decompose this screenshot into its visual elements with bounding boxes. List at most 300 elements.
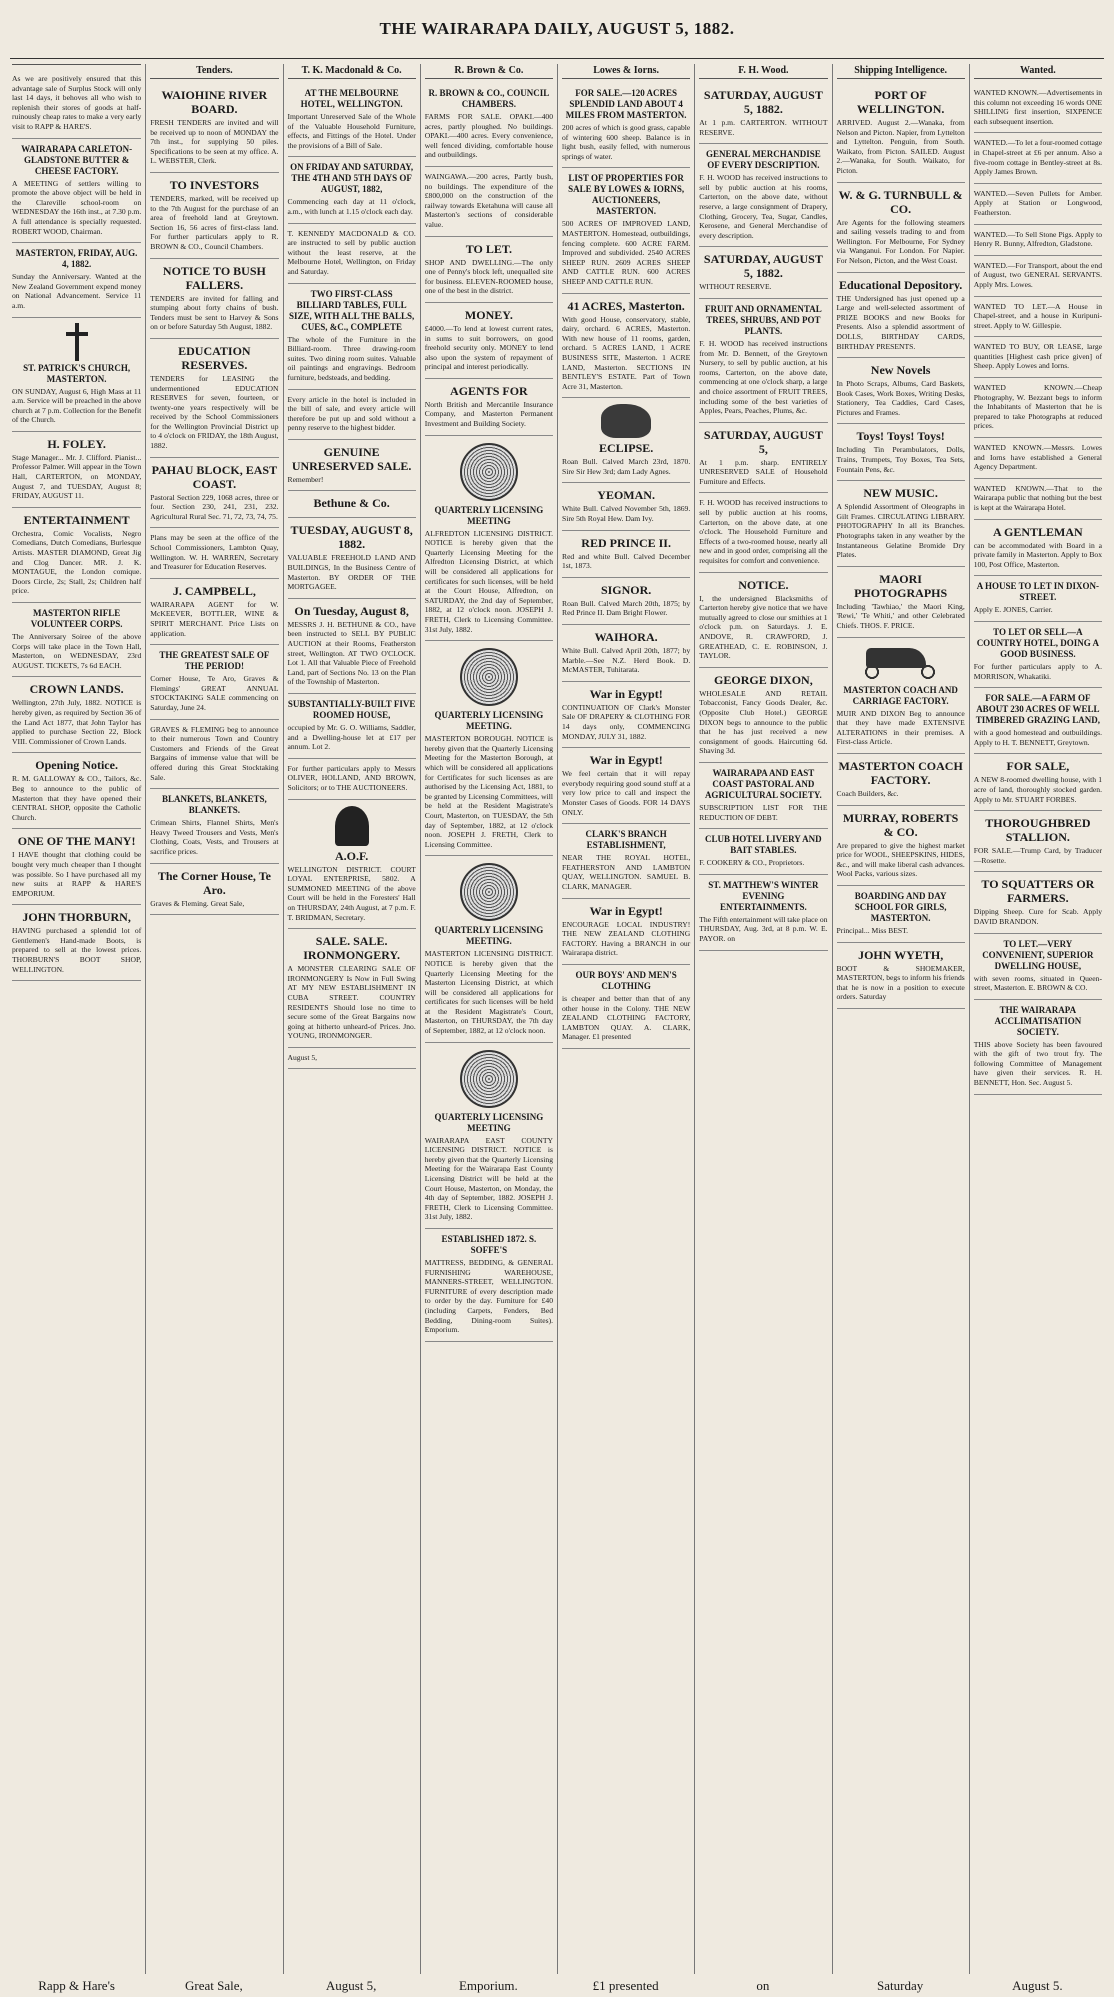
- advertisement: [425, 237, 553, 303]
- advertisement-title: FOR SALE,: [1006, 759, 1070, 774]
- footer-text: Saturday: [877, 1978, 924, 1993]
- advertisement-title: LIST OF PROPERTIES FOR SALE BY LOWES & IORNS, AUCTIONEERS, MASTERTON.: [568, 173, 685, 217]
- advertisement-title: MAORI PHOTOGRAPHS: [854, 571, 948, 600]
- footer-text: Rapp & Hare's: [38, 1978, 115, 1993]
- advertisement-body: with a good homestead and outbuildings. Apply to H. T. BENNETT, Greytown.: [973, 728, 1102, 747]
- advertisement-title: SATURDAY, AUGUST 5, 1882.: [703, 252, 823, 281]
- advertisement-body: Are Agents for the following steamers and sailing vessels trading to and from Wellington. For Melbourne, For Sydney via Wanganui. For London. For Napier. For Nelson, Picton, and the West Coast.: [836, 217, 965, 265]
- advertisement-body: A NEW 8-roomed dwelling house, with 1 acre of land, thoroughly stocked garden. Apply to Mr. STUART FORBES.: [973, 775, 1102, 804]
- advertisement: [562, 899, 690, 965]
- advertisement-title: TO INVESTORS: [169, 177, 259, 192]
- advertisement-body: With good House, conservatory, stable, dairy, orchard. 6 ACRES, Masterton. With new house of 11 rooms, garden, orchard. 5 ACRES LAND, 1 ACRE BUSINESS SITE, Masterton. 1 ACRE LAND, Masterton. SECTIONS IN BENTLEY'S ESTATE. Part of Town Acre 31, Masterton.: [562, 314, 691, 391]
- advertisement: [974, 754, 1102, 811]
- advertisement-title: PORT OF WELLINGTON.: [856, 88, 945, 116]
- seal-illustration: [460, 1050, 518, 1108]
- advertisement-body: WANTED.—To Sell Stone Pigs. Apply to Henry R. Bunny, Alfredton, Gladstone.: [973, 229, 1102, 249]
- advertisement: [562, 965, 690, 1049]
- advertisement-body: MUIR AND DIXON Beg to announce that they have made EXTENSIVE ALTERATIONS in their premises. A First-class Article.: [836, 708, 965, 747]
- advertisement-title: FRUIT AND ORNAMENTAL TREES, SHRUBS, AND POT PLANTS.: [705, 303, 822, 336]
- advertisement-body: Commencing each day at 11 o'clock, a.m., with lunch at 1.15 o'clock each day.: [287, 197, 416, 216]
- advertisement-body: can be accommodated with Board in a private family in Masterton. Apply to Box 100, Post Office, Masterton.: [973, 540, 1102, 569]
- advertisement: [837, 183, 965, 273]
- advertisement-body: Every article in the hotel is included in the bill of sale, and every article will therefore be put up and sold without a penny reserve to the highest bidder.: [287, 394, 416, 433]
- advertisement: [12, 753, 141, 829]
- advertisement: [288, 491, 416, 518]
- advertisement-body: As we are positively ensured that this advantage sale of Surplus Stock will only last 14 days, it behoves all who wish to replenish their stores of goods at half-ruinously cheap rates to make a very early visit to RAPP & HARE'S.: [12, 74, 142, 131]
- advertisement-title: A GENTLEMAN: [993, 524, 1083, 539]
- seal-illustration: [460, 863, 518, 921]
- advertisement-body: WITHOUT RESERVE.: [699, 282, 772, 292]
- advertisement-title: FOR SALE.—A FARM OF ABOUT 230 ACRES OF WELL TIMBERED GRAZING LAND,: [975, 693, 1100, 726]
- advertisement-body: TENDERS, marked, will be received up to the 7th August for the purchase of an area of freehold land at Greytown. Section 16, 56 acres of first-class land. For further particulars apply to R. BROWN & CO., Council Chambers.: [150, 193, 279, 251]
- advertisement: [288, 440, 416, 492]
- advertisement-title: ST. MATTHEW'S WINTER EVENING ENTERTAINMENTS.: [708, 879, 819, 912]
- advertisement: [150, 83, 278, 173]
- advertisement-body: MESSRS J. H. BETHUNE & CO., have been instructed to SELL BY PUBLIC AUCTION at their Rooms, Featherston street, Wellington. AT TWO O'CLOCK. Lot 1. All that Valuable Piece of Freehold Land, part of Sections No. 13 on the Plan of the Township of Masterton.: [287, 619, 416, 687]
- advertisement-title: MASTERTON RIFLE VOLUNTEER CORPS.: [30, 608, 123, 629]
- advertisement: [562, 83, 690, 168]
- advertisement-title: EDUCATION RESERVES.: [178, 343, 251, 372]
- advertisement: [562, 824, 690, 898]
- advertisement-body: with seven rooms, situated in Queen-street, Masterton. E. BROWN & CO.: [973, 973, 1102, 993]
- advertisement-body: For further particulars apply to A. MORRISON, Whakatiki.: [973, 661, 1102, 681]
- advertisement-title: ENTERTAINMENT: [23, 512, 130, 527]
- advertisement-body: 200 acres of which is good grass, capable of wintering 600 sheep. Balance is in light bush, easily felled, with numerous springs of water.: [562, 123, 691, 161]
- column-heading: F. H. Wood.: [699, 64, 827, 79]
- advertisement-body: Crimean Shirts, Flannel Shirts, Men's Heavy Tweed Trousers and Vests, Men's Clothing, Coats, Vests, and Trousers at sacrifice prices.: [150, 818, 279, 856]
- advertisement: [425, 1043, 553, 1229]
- advertisement-body: For further particulars apply to Messrs OLIVER, HOLLAND, AND BROWN, Solicitors; or to THE AUCTIONEERS.: [287, 763, 416, 792]
- advertisement: [974, 297, 1102, 338]
- advertisement-body: Sunday the Anniversary. Wanted at the New Zealand Government expend money on National Advancement. Service 11 a.m.: [12, 272, 142, 310]
- column-heading: T. K. Macdonald & Co.: [288, 64, 416, 79]
- advertisement: [12, 508, 141, 603]
- advertisement: [699, 763, 827, 829]
- advertisement-title: A.O.F.: [335, 848, 369, 863]
- footer-text: on: [756, 1978, 770, 1993]
- advertisement: [974, 872, 1102, 933]
- advertisement: [699, 83, 827, 144]
- advertisement-body: WAINGAWA.—200 acres, Partly bush, no buildings. The expenditure of the £800,000 on the construction of the railway towards Eketahuna will cause all Masterton's sections of considerable value.: [424, 171, 553, 229]
- advertisement: [288, 390, 416, 440]
- advertisement-body: White Bull. Calved April 20th, 1877; by Marble.—See N.Z. Herd Book. D. McMASTER, Tuhitarata.: [562, 646, 691, 675]
- advertisement-body: £4000.—To lend at lowest current rates, in sums to suit borrowers, on good freehold security only. MONEY to lend also upon the system of repayment of principal and interest periodically.: [424, 323, 553, 372]
- advertisement: [150, 864, 278, 916]
- column-grid: [8, 64, 1106, 1974]
- advertisement-title: SALE. SALE. IRONMONGERY.: [303, 934, 401, 963]
- advertisement: [974, 520, 1102, 577]
- advertisement: [837, 567, 965, 638]
- advertisement-body: WANTED KNOWN.—Advertisements in this column not exceeding 16 words ONE SHILLING first insertion, SIXPENCE each subsequent insertion.: [973, 88, 1102, 126]
- advertisement-title: GENERAL MERCHANDISE OF EVERY DESCRIPTION.: [705, 149, 821, 171]
- advertisement-title: ST. PATRICK'S CHURCH, MASTERTON.: [23, 362, 131, 384]
- advertisement-title: NOTICE.: [738, 577, 789, 592]
- advertisement-title: WAIRARAPA AND EAST COAST PASTORAL AND AGRICULTURAL SOCIETY.: [704, 767, 822, 800]
- advertisement-title: MASTERTON, FRIDAY, AUG. 4, 1882.: [15, 248, 138, 270]
- advertisement: [288, 284, 416, 390]
- advertisement-body: occupied by Mr. G. O. Williams, Saddler, and a Dwelling-house let at £17 per annum. Lot 2.: [287, 723, 416, 752]
- advertisement-body: GRAVES & FLEMING beg to announce to their numerous Town and Country Customers and Friends of the Great Bargains of immense value that will be offered during this Great Stocktaking Sale.: [150, 724, 279, 782]
- advertisement-body: 500 ACRES OF IMPROVED LAND, MASTERTON. Homestead, outbuildings, fencing complete. 600 ACRE FARM. Improved and subdivided. 2540 ACRES SHEEP RUN. 2609 ACRES SHEEP AND CATTLE RUN. 600 ACRES SHEEP AND CATTLE RUN.: [562, 219, 691, 286]
- advertisement: [974, 256, 1102, 297]
- advertisement-title: NOTICE TO BUSH FALLERS.: [162, 263, 266, 292]
- advertisement: [425, 83, 553, 167]
- advertisement-body: R. M. GALLOWAY & CO., Tailors, &c. Beg to announce to the public of Masterton that they have opened their CENTRAL SHOP, opposite the Catholic Church.: [12, 774, 142, 822]
- advertisement: [699, 423, 827, 494]
- advertisement-body: Pastoral Section 229, 1068 acres, three or four. Section 230, 241, 231, 232. Agricultural Rural Sec. 71, 72, 73, 74, 75.: [150, 492, 279, 521]
- advertisement-body: FARMS FOR SALE. OPAKI.—400 acres, partly ploughed. No buildings. OPAKI.—400 acres. Every convenience, well fenced dividing, comfortable house and outbuildings.: [424, 112, 553, 160]
- advertisement: [150, 645, 278, 719]
- advertisement-title: War in Egypt!: [589, 753, 663, 768]
- advertisement-title: AT THE MELBOURNE HOTEL, WELLINGTON.: [300, 88, 403, 109]
- advertisement-title: YEOMAN.: [597, 488, 655, 503]
- advertisement: [150, 789, 278, 863]
- advertisement: [837, 754, 965, 806]
- advertisement-body: In Photo Scraps, Albums, Card Baskets, Book Cases, Work Boxes, Writing Desks, Stationery, Tea Caddies, Card Cases, Pictures and Frames.: [836, 379, 965, 417]
- advertisement-body: F. H. WOOD has received instructions from Mr. D. Bennett, of the Greytown Nursery, to sell by public auction, at his rooms, Carterton, on the above date, commencing at one o'clock sharp, a large and choice assortment of FRUIT TREES, including some of the best varieties of Apples, Pears, Peaches, Plums, &c.: [699, 338, 828, 416]
- advertisement: [974, 378, 1102, 438]
- advertisement: [837, 273, 965, 359]
- advertisement: [425, 303, 553, 379]
- advertisement-body: F. H. WOOD has received instructions to sell by public auction at his rooms, Carterton, on the above date, without reserve, a large consignment of Drapery, Clothing, Grocery, Tea, Sugar, Candles, Kerosene, and General Merchandise of every description.: [699, 173, 828, 240]
- advertisement-body: FOR SALE.—Trump Card, by Traducer—Rosette.: [973, 846, 1102, 865]
- advertisement-title: QUARTERLY LICENSING MEETING: [434, 504, 544, 526]
- advertisement: [837, 83, 965, 183]
- advertisement-body: The Anniversary Soiree of the above Corps will take place in the Town Hall, Masterton, on WEDNESDAY, 23rd AUGUST. TICKETS, 7s 6d EACH.: [12, 632, 142, 670]
- advertisement: [837, 886, 965, 943]
- advertisement-title: TWO FIRST-CLASS BILLIARD TABLES, FULL SIZE, WITH ALL THE BALLS, CUES, &C., COMPLETE: [289, 288, 415, 332]
- bell-illustration: [335, 806, 369, 846]
- advertisement-body: Important Unreserved Sale of the Whole of the Valuable Household Furniture, effects, and Fittings of the Hotel. Under the provisions of a Bill of Sale.: [287, 112, 416, 150]
- advertisement-body: WANTED KNOWN.—Cheap Photography, W. Bezzant begs to inform the Inhabitants of Masterton that he is prepared to take Photographs at reduced prices.: [973, 383, 1102, 431]
- advertisement: [425, 856, 553, 1042]
- advertisement: [974, 688, 1102, 754]
- advertisement: [12, 69, 141, 139]
- advertisement-title: QUARTERLY LICENSING MEETING: [434, 1111, 544, 1133]
- column-8: [969, 64, 1106, 1974]
- advertisement-body: THIS above Society has been favoured with the gift of two trout fry. The following Committee of Management have given their services. R. H. BENNETT, Hon. Sec. August 5.: [973, 1039, 1102, 1088]
- advertisement-title: BOARDING AND DAY SCHOOL FOR GIRLS, MASTERTON.: [854, 890, 947, 923]
- advertisement-title: ECLIPSE.: [598, 441, 654, 456]
- advertisement-body: ENCOURAGE LOCAL INDUSTRY! THE NEW ZEALAND CLOTHING FACTORY. Having a BRANCH in our Wairarapa district.: [562, 919, 691, 958]
- footer-text: £1 presented: [592, 1978, 659, 1993]
- column-heading: Lowes & Iorns.: [562, 64, 690, 79]
- advertisement-body: Dipping Sheep. Cure for Scab. Apply DAVID BRANDON.: [973, 907, 1102, 926]
- advertisement-title: A HOUSE TO LET IN DIXON-STREET.: [976, 581, 1100, 603]
- column-2: [145, 64, 282, 1974]
- advertisement: [150, 259, 278, 339]
- advertisement: [699, 573, 827, 668]
- advertisement: [562, 682, 690, 748]
- advertisement: [974, 337, 1102, 378]
- column-6: [694, 64, 831, 1974]
- advertisement-title: MONEY.: [464, 307, 513, 322]
- advertisement: [974, 479, 1102, 520]
- advertisement-title: NEW MUSIC.: [863, 486, 938, 501]
- advertisement: [974, 576, 1102, 622]
- advertisement: [12, 905, 141, 981]
- column-heading: R. Brown & Co.: [425, 64, 553, 79]
- advertisement-title: CLUB HOTEL LIVERY AND BAIT STABLES.: [705, 834, 822, 856]
- advertisement-body: Graves & Fleming. Great Sale,: [150, 898, 245, 908]
- advertisement-title: On Tuesday, August 8,: [294, 603, 409, 618]
- footer-text: August 5.: [1012, 1978, 1063, 1993]
- advertisement-title: OUR BOYS' AND MEN'S CLOTHING: [575, 969, 677, 991]
- advertisement-title: War in Egypt!: [589, 903, 663, 918]
- advertisement: [562, 625, 690, 682]
- column-3: [283, 64, 420, 1974]
- advertisement-body: WANTED TO LET.—A House in Chapel-street, and a house in Kuripuni-street. Apply to W. Gillespie.: [973, 301, 1102, 330]
- advertisement: [974, 622, 1102, 688]
- advertisement-body: A MEETING of settlers willing to promote the above object will be held in the Clareville school-room on WEDNESDAY the 16th inst., at 7.30 p.m. A full attendance is specially requested. ROBERT WOOD, Chairman.: [12, 178, 142, 236]
- footer-text: August 5,: [325, 1978, 377, 1993]
- advertisement: [12, 829, 141, 905]
- advertisement: [699, 829, 827, 875]
- advertisement: [562, 294, 690, 399]
- advertisement-title: R. BROWN & CO., COUNCIL CHAMBERS.: [428, 88, 550, 109]
- advertisement: [699, 668, 827, 763]
- advertisement: [288, 1048, 416, 1070]
- advertisement: [974, 184, 1102, 225]
- advertisement-body: ARRIVED. August 2.—Wanaka, from Nelson and Picton. Napier, from Lyttelton and Lyttelton. Penguin, from South. Waikato, from Picton. SAILED. August 2.—Wanaka, for South. Waikato, for Picton.: [836, 118, 965, 175]
- advertisement-body: Are prepared to give the highest market price for WOOL, SHEEPSKINS, HIDES, &c., and will make liberal cash advances. Wool Packs, various sizes.: [836, 840, 965, 879]
- advertisement-body: Remember!: [287, 474, 324, 484]
- advertisement: [837, 358, 965, 424]
- advertisement-title: WAIHORA.: [594, 630, 658, 645]
- advertisement-body: I HAVE thought that clothing could be bought very much cheaper than I thought was possible. So I have purchased all my new suits at RAPP & HARE'S EMPORIUM.: [12, 850, 142, 898]
- column-heading: Wanted.: [974, 64, 1102, 79]
- advertisement-body: WAIRARAPA EAST COUNTY LICENSING DISTRICT. NOTICE is hereby given that the Quarterly Licensing Meeting for the Wairarapa East County Licensing District will be held at the Court House, Masterton, on Monday, the 4th day of September, 1882. JOSEPH J. FRETH, Clerk to Licensing Committee. 31st July, 1882.: [424, 1135, 553, 1222]
- advertisement-body: Including Tin Perambulators, Dolls, Trains, Trumpets, Toy Boxes, Tea Sets, Fountain Pens, &c.: [836, 445, 965, 474]
- advertisement-body: WANTED.—To let a four-roomed cottage in Chapel-street at £6 per annum. Also a five-room cottage in Bentley-street at 8s. Apply James Brown.: [973, 138, 1102, 177]
- advertisement-title: New Novels: [870, 363, 931, 378]
- seal-illustration: [460, 443, 518, 501]
- advertisement: [425, 167, 553, 237]
- advertisement-body: is cheaper and better than that of any other house in the Colony. THE NEW ZEALAND CLOTHING FACTORY, LAMBTON QUAY. A. CLARK, Manager. £1 presented: [562, 993, 691, 1042]
- advertisement: [974, 438, 1102, 479]
- advertisement: [974, 83, 1102, 133]
- advertisement: [150, 458, 278, 529]
- column-heading: Shipping Intelligence.: [837, 64, 965, 79]
- advertisement-title: THE GREATEST SALE OF THE PERIOD!: [159, 650, 270, 672]
- advertisement-title: SATURDAY, AUGUST 5,: [703, 427, 823, 456]
- advertisement-body: F. H. WOOD has received instructions to sell by public auction at his rooms, Carterton, on the above date, at one o'clock. The Household Furniture and Effects of a two-roomed house, nearly all new and in good order, comprising all the requisites for comfort and convenience.: [699, 498, 828, 566]
- advertisement-body: THE Undersigned has just opened up a Large and well-selected assortment of PRIZE BOOKS and new Books for Presents. Also a splendid assortment of DOLLS, BIRTHDAY CARDS, BIRTHDAY PRESENTS.: [836, 293, 965, 351]
- advertisement-title: W. & G. TURNBULL & CO.: [838, 187, 963, 216]
- advertisement: [974, 133, 1102, 183]
- advertisement-title: J. CAMPBELL,: [172, 583, 256, 598]
- advertisement-body: The Fifth entertainment will take place on THURSDAY, Aug. 3rd, at 8 p.m. W. E. PAYOR. on: [699, 914, 828, 943]
- advertisement-body: ALFREDTON LICENSING DISTRICT. NOTICE is hereby given that the Quarterly Licensing Meeting for the Alfredton Licensing District, at which will be considered all applications for certificates for such licenses, will be held at the Court House, Alfredton, on SATURDAY, the 2nd day of September, 1882, at 12 o'clock noon. JOSEPH J. FRETH, Clerk to Licensing Committee. 31st July, 1882.: [424, 528, 553, 634]
- advertisement: [288, 800, 416, 930]
- advertisement-body: TENDERS are invited for falling and stumping about forty chains of bush. Tenders must be sent to Harvey & Sons on or before Saturday 5th August, 1882.: [150, 293, 279, 332]
- advertisement-body: A Splendid Assortment of Oleographs in Gilt Frames. CIRCULATING LIBRARY. PHOTOGRAPHY In all its Branches. Photographs taken in any weather by the Instantaneous Gelatine Bromide Dry Plates.: [836, 502, 965, 560]
- column-heading: [12, 64, 141, 65]
- advertisement-title: AGENTS FOR: [450, 383, 528, 398]
- advertisement: [425, 641, 553, 856]
- advertisement: [699, 247, 827, 299]
- advertisement: [562, 483, 690, 530]
- cross-illustration: [66, 323, 88, 361]
- advertisement-body: The whole of the Furniture in the Billiard-room. Three drawing-room suites. Two dining room suites. Valuable oil paintings and engravings. Bedroom furniture, bedsteads, and bedding.: [287, 334, 416, 382]
- advertisement-body: WANTED KNOWN.—Messrs. Lowes and Iorns have established a General Agency Department.: [973, 443, 1102, 472]
- advertisement-body: White Bull. Calved November 5th, 1869. Sire 5th Royal Hew. Dam Ivy.: [562, 504, 691, 524]
- advertisement-body: Orchestra, Comic Vocalists, Negro Comedians, Dutch Comedians, Burlesque Artists. MASTER DIAMOND, Great Jig and Clog Dancer. MR. J. K. MONTAGUE, the London comique. Doors Circle, 2s; Stall, 2s; Children half price.: [12, 528, 142, 596]
- advertisement-body: WANTED TO BUY, OR LEASE, large quantities [Highest cash price given] of Sheep. Apply Lowes and Iorns.: [973, 342, 1102, 371]
- column-1: [8, 64, 145, 1974]
- advertisement-title: THE WAIRARAPA ACCLIMATISATION SOCIETY.: [994, 1004, 1082, 1037]
- advertisement-body: Coach Builders, &c.: [836, 788, 899, 798]
- advertisement: [150, 173, 278, 259]
- advertisement-title: ESTABLISHED 1872. S. SOFFE'S: [441, 1234, 537, 1255]
- advertisement-title: GENUINE UNRESERVED SALE.: [291, 444, 412, 473]
- advertisement-title: ON FRIDAY AND SATURDAY, THE 4TH AND 5TH DAYS OF AUGUST, 1882,: [290, 162, 414, 195]
- advertisement-body: I, the undersigned Blacksmiths of Carterton hereby give notice that we have mutually agreed to close our smithies at 1 o'clock p.m. on Saturdays. J. E. ANDOVE, R. CRAWFORD, J. GREATHEAD, C. E. ROBINSON, J. TAYLOR.: [699, 593, 828, 661]
- advertisement-body: HAVING purchased a splendid lot of Gentlemen's Hand-made Boots, is prepared to sell at the lowest prices. THORBURN'S BOOT SHOP, WELLINGTON.: [12, 926, 142, 974]
- advertisement: [12, 432, 141, 508]
- advertisement-body: WANTED KNOWN.—That to the Wairarapa public that nothing but the best is kept at the Wairarapa Hotel.: [973, 483, 1102, 512]
- advertisement: [288, 83, 416, 157]
- advertisement-body: MASTERTON BOROUGH. NOTICE is hereby given that the Quarterly Licensing Meeting for the Masterton Borough, at which will be considered all applications for Certificates for such licenses as are authorised by the Licensing Act, 1881, to be granted by Licensing Committees, will be held at the Resident Magistrate's Court, Masterton, on TUESDAY, the 5th day of September, 1882, at 12 o'clock noon. JOSEPH J. FRETH, Clerk to Licensing Committee.: [424, 734, 553, 849]
- advertisement-title: Toys! Toys! Toys!: [856, 429, 945, 444]
- advertisement-body: At 1 p.m. CARTERTON. WITHOUT RESERVE.: [699, 118, 828, 137]
- column-heading: Tenders.: [150, 64, 278, 79]
- advertisement-title: GEORGE DIXON,: [714, 672, 813, 687]
- advertisement: [837, 638, 965, 754]
- advertisement-title: CROWN LANDS.: [29, 682, 124, 697]
- advertisement-title: TO LET.—VERY CONVENIENT, SUPERIOR DWELLING HOUSE,: [982, 938, 1094, 971]
- advertisement: [837, 806, 965, 886]
- advertisement-body: WANTED.—For Transport, about the end of August, two GENERAL SERVANTS. Apply Mrs. Lowes.: [973, 260, 1102, 289]
- advertisement-title: RED PRINCE II.: [581, 535, 671, 550]
- advertisement-body: Roan Bull. Calved March 23rd, 1870. Sire Sir Hew 3rd; dam Lady Agnes.: [562, 457, 691, 476]
- advertisement-title: TUESDAY, AUGUST 8, 1882.: [290, 523, 413, 552]
- carriage-illustration: [856, 644, 946, 682]
- advertisement: [288, 157, 416, 223]
- advertisement-title: QUARTERLY LICENSING MEETING.: [434, 925, 544, 947]
- advertisement-title: PAHAU BLOCK, EAST COAST.: [151, 462, 278, 491]
- advertisement: [974, 934, 1102, 1000]
- advertisement: [837, 943, 965, 1009]
- advertisement: [699, 299, 827, 423]
- footer-row: [8, 1976, 1106, 1996]
- advertisement-body: August 5,: [287, 1052, 318, 1062]
- advertisement-title: Bethune & Co.: [313, 496, 390, 511]
- seal-illustration: [460, 648, 518, 706]
- footer-text: Great Sale,: [184, 1978, 243, 1993]
- advertisement: [12, 603, 141, 677]
- advertisement-title: H. FOLEY.: [47, 436, 106, 451]
- advertisement: [288, 224, 416, 284]
- ox-illustration: [601, 404, 651, 438]
- advertisement-title: WAIOHINE RIVER BOARD.: [161, 88, 268, 116]
- advertisement: [562, 398, 690, 483]
- advertisement: [699, 875, 827, 951]
- advertisement-body: Principal... Miss BEST.: [836, 925, 909, 935]
- advertisement-title: FOR SALE.—120 ACRES SPLENDID LAND ABOUT 4 MILES FROM MASTERTON.: [565, 88, 687, 120]
- advertisement-body: BOOT & SHOEMAKER, MASTERTON, begs to inform his friends that he is now in a position to execute orders. Saturday: [836, 963, 965, 1002]
- advertisement: [288, 694, 416, 759]
- advertisement-body: MATTRESS, BEDDING, & GENERAL FURNISHING WAREHOUSE, MANNERS-STREET, WELLINGTON. FURNITURE of every description made to order by the day. Furniture for £40 (including Carpets, Fenders, Bed Bedding, Dining-room Suites). Emporium.: [424, 1258, 553, 1335]
- advertisement: [974, 811, 1102, 872]
- advertisement-body: A MONSTER CLEARING SALE OF IRONMONGERY Is Now in Full Swing AT MY NEW ESTABLISHMENT IN CUBA STREET. COUNTRY RESIDENTS Should lose no time to secure some of the Great Bargains now going at hitherto unheard-of Prices. Jno. YOUNG, IRONMONGER.: [287, 964, 416, 1041]
- advertisement: [12, 318, 141, 432]
- advertisement: [150, 339, 278, 458]
- advertisement-title: Educational Depository.: [838, 277, 963, 292]
- advertisement: [425, 379, 553, 436]
- advertisement: [288, 518, 416, 598]
- advertisement-title: THOROUGHBRED STALLION.: [985, 816, 1091, 845]
- advertisement-body: We feel certain that it will repay everybody requiring good sound stuff at a very low price to call and inspect the Monster Cases of Goods. FOR 14 DAYS ONLY.: [562, 769, 691, 817]
- advertisement-title: JOHN WYETH,: [858, 947, 944, 962]
- advertisement: [12, 139, 141, 244]
- advertisement-title: SIGNOR.: [600, 582, 652, 597]
- advertisement-title: CLARK'S BRANCH ESTABLISHMENT,: [585, 829, 667, 851]
- column-5: [557, 64, 694, 1974]
- advertisement: [974, 1000, 1102, 1095]
- advertisement: [12, 677, 141, 753]
- advertisement: [288, 759, 416, 800]
- advertisement-body: ON SUNDAY, August 6, High Mass at 11 a.m. Service will be preached in the above church at 7 p.m. Collection for the Benefit of the Church.: [12, 386, 142, 425]
- advertisement-body: MASTERTON LICENSING DISTRICT. NOTICE is hereby given that the Quarterly Licensing Meeting for the Masterton Licensing District, at which will be considered all applications for certificates for such licenses will be held at the Resident Magistrate's Court, Masterton, on THURSDAY, the 7th day of September, 1882, at 12 o'clock noon.: [424, 949, 553, 1036]
- advertisement: [699, 493, 827, 572]
- advertisement-body: Wellington, 27th July, 1882. NOTICE is hereby given, as required by Section 36 of the Land Act 1877, that John Taylor has applied to purchase Section 22, Block VIII. Commissioner of Crown Lands.: [12, 698, 142, 746]
- advertisement-body: T. KENNEDY MACDONALD & CO. are instructed to sell by public auction without the least reserve, at the Melbourne Hotel, Wellington, on Friday and Saturday.: [287, 228, 416, 276]
- advertisement: [562, 748, 690, 824]
- advertisement: [562, 531, 690, 578]
- advertisement-title: MASTERTON COACH FACTORY.: [838, 758, 963, 787]
- column-4: [420, 64, 557, 1974]
- advertisement-body: WANTED.—Seven Pullets for Amber. Apply at Station or Longwood, Featherston.: [973, 188, 1102, 217]
- advertisement-title: TO LET OR SELL—A COUNTRY HOTEL, DOING A GOOD BUSINESS.: [976, 626, 1100, 659]
- advertisement: [425, 1229, 553, 1342]
- advertisement-body: CONTINUATION OF Clark's Monster Sale OF DRAPERY & CLOTHING FOR 14 days only, COMMENCING MONDAY, JULY 31, 1882.: [562, 702, 691, 741]
- advertisement: [562, 578, 690, 625]
- advertisement-body: F. COOKERY & CO., Proprietors.: [699, 858, 805, 868]
- advertisement-body: WHOLESALE AND RETAIL Tobacconist, Fancy Goods Dealer, &c. (Opposite Club Hotel.) GEORGE DIXON begs to announce to the public that he has just received a new consignment of goods. Haircutting 6d. Shaving 3d.: [699, 688, 828, 756]
- advertisement-body: VALUABLE FREEHOLD LAND AND BUILDINGS, In the Business Centre of Masterton. BY ORDER OF THE MORTGAGEE.: [287, 553, 416, 592]
- advertisement-title: QUARTERLY LICENSING MEETING.: [434, 710, 544, 732]
- advertisement-body: NEAR THE ROYAL HOTEL, FEATHERSTON AND LAMBTON QUAY, WELLINGTON. SAMUEL B. CLARK, MANAGER.: [562, 853, 691, 891]
- advertisement: [425, 436, 553, 642]
- advertisement-body: TENDERS for LEASING the undermentioned EDUCATION RESERVES for seven, fourteen, or twenty-one years respectively will be received by the School Commissioners for the Wellington Provincial District up to 4 o'clock on FRIDAY, the 18th August, 1882.: [150, 373, 279, 451]
- advertisement-title: War in Egypt!: [589, 686, 663, 701]
- advertisement-title: SATURDAY, AUGUST 5, 1882.: [703, 88, 823, 116]
- advertisement-title: 41 ACRES, Masterton.: [567, 298, 685, 313]
- advertisement-title: JOHN THORBURN,: [22, 910, 131, 925]
- advertisement-body: At 1 p.m. sharp. ENTIRELY UNRESERVED SALE of Household Furniture and Effects.: [699, 457, 828, 486]
- advertisement: [562, 168, 690, 293]
- advertisement-body: Red and white Bull. Calved December 1st, 1873.: [562, 551, 691, 571]
- advertisement: [150, 579, 278, 645]
- advertisement-body: North British and Mercantile Insurance Company, and Masterton Permanent Investment and Building Society.: [424, 399, 553, 429]
- advertisement-title: TO SQUATTERS OR FARMERS.: [981, 877, 1095, 906]
- advertisement-title: MASTERTON COACH AND CARRIAGE FACTORY.: [843, 684, 958, 706]
- advertisement-body: SHOP AND DWELLING.—The only one of Penny's block left, unequalled site for business. ELEVEN-ROOMED house, one of the best in the district.: [424, 257, 553, 296]
- advertisement-body: Corner House, Te Aro, Graves & Flemings' GREAT ANNUAL STOCKTAKING SALE commencing on Saturday, June 24.: [150, 674, 279, 712]
- masthead-rule: [10, 58, 1104, 59]
- masthead: THE WAIRARAPA DAILY, AUGUST 5, 1882.: [379, 19, 735, 38]
- advertisement: [837, 481, 965, 567]
- advertisement-title: MURRAY, ROBERTS & CO.: [842, 810, 959, 839]
- advertisement-title: TO LET.: [465, 241, 512, 256]
- advertisement-title: The Corner House, Te Aro.: [157, 868, 271, 897]
- advertisement-body: WAIRARAPA AGENT for W. McKEEVER, BOTTLER, WINE & SPIRIT MERCHANT. Price Lists on application.: [150, 599, 279, 638]
- advertisement-title: Opening Notice.: [35, 758, 118, 773]
- advertisement: [974, 225, 1102, 256]
- advertisement-title: SUBSTANTIALLY-BUILT FIVE ROOMED HOUSE,: [287, 699, 416, 720]
- advertisement-title: ONE OF THE MANY!: [17, 834, 136, 849]
